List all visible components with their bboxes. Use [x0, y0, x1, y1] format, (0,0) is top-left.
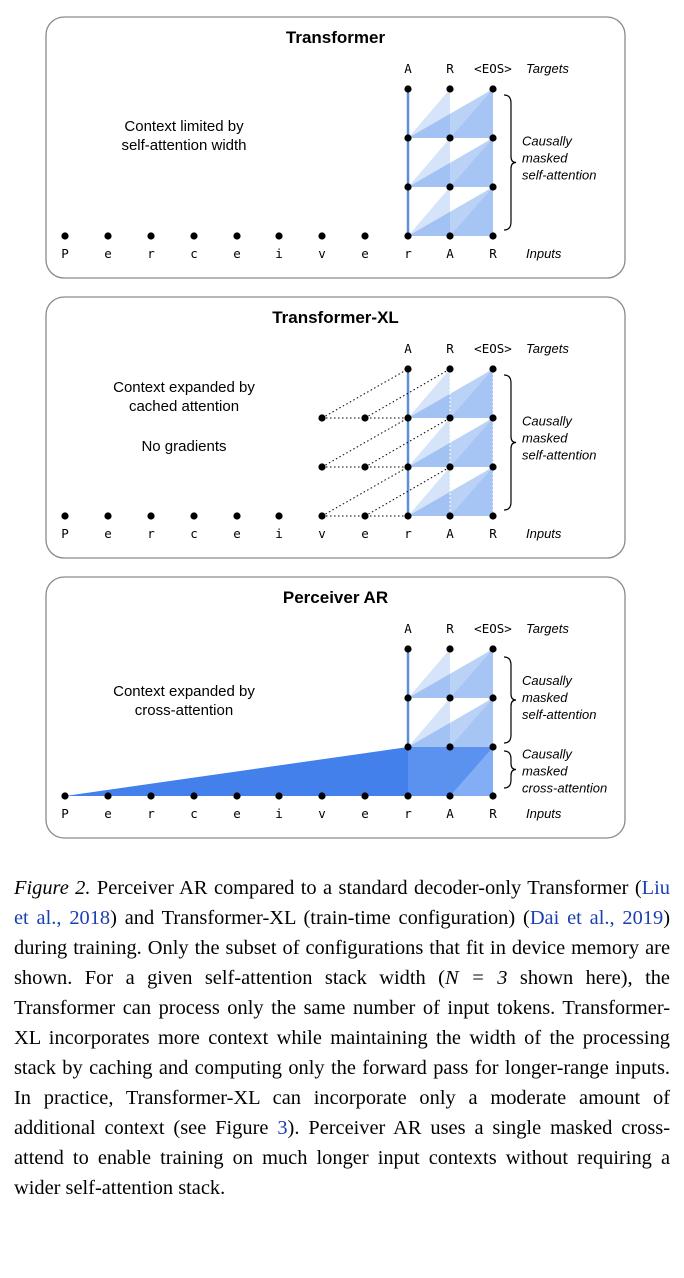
latent-node: [446, 365, 453, 372]
input-token-label: e: [233, 806, 241, 821]
input-token-label: e: [233, 526, 241, 541]
latent-node: [446, 134, 453, 141]
target-token-label: R: [446, 341, 454, 356]
latent-node: [446, 645, 453, 652]
input-token-label: r: [147, 526, 155, 541]
context-note: cached attention: [128, 398, 240, 415]
input-token-label: r: [404, 526, 412, 541]
latent-node: [446, 85, 453, 92]
target-token-label: A: [404, 61, 412, 76]
input-node: [489, 792, 496, 799]
latent-node: [489, 85, 496, 92]
latent-node: [404, 183, 411, 190]
latent-node: [489, 414, 496, 421]
input-token-label: e: [104, 806, 112, 821]
figure-caption: [14, 873, 670, 1203]
latent-node: [404, 134, 411, 141]
input-token-label: r: [404, 806, 412, 821]
input-token-label: R: [489, 246, 497, 261]
latent-node: [404, 85, 411, 92]
cached-node: [318, 463, 325, 470]
input-node: [190, 512, 197, 519]
input-node: [404, 792, 411, 799]
input-node: [275, 792, 282, 799]
input-token-label: P: [61, 806, 69, 821]
input-token-label: c: [190, 806, 198, 821]
input-node: [361, 232, 368, 239]
target-token-label: <EOS>: [474, 61, 512, 76]
panel-3: [46, 577, 625, 838]
context-note: Context expanded by: [113, 379, 255, 396]
target-token-label: R: [446, 61, 454, 76]
panel-title: Transformer-XL: [272, 308, 399, 327]
input-node: [361, 512, 368, 519]
target-token-label: <EOS>: [474, 341, 512, 356]
latent-node: [489, 134, 496, 141]
input-token-label: P: [61, 526, 69, 541]
input-token-label: A: [446, 526, 454, 541]
no-gradients-note: No gradients: [141, 438, 227, 455]
latent-node: [446, 183, 453, 190]
latent-node: [489, 463, 496, 470]
input-token-label: R: [489, 526, 497, 541]
inputs-label: Inputs: [526, 246, 562, 261]
input-node: [446, 792, 453, 799]
brace-label-self-attention: masked: [522, 430, 568, 446]
inputs-label: Inputs: [526, 526, 562, 541]
citation-dai[interactable]: Dai et al., 2019: [529, 907, 664, 929]
caption-text-4: shown here), the Transformer can process only the same number of input tokens. Transformer-XL incorporates more context while maintaining the width of the processing stack by caching and computing only the forward pass for longer-range inputs. In practice, Transformer-XL can incorporate only a moderate amount of additional context (see Figure: [14, 967, 670, 1139]
brace-label-self-attention: Causally: [522, 133, 572, 149]
input-node: [61, 512, 68, 519]
caption-math: N = 3: [444, 967, 508, 989]
input-token-label: v: [318, 246, 326, 261]
latent-node: [489, 183, 496, 190]
context-note: Context limited by: [124, 118, 244, 135]
panel-title: Perceiver AR: [282, 588, 389, 607]
latent-node: [446, 743, 453, 750]
input-node: [61, 232, 68, 239]
context-note: self-attention width: [121, 137, 247, 154]
brace-label-cross-attention: cross-attention: [522, 780, 608, 796]
caption-text-2: ) and Transformer-XL (train-time configuration) (: [110, 907, 530, 929]
latent-node: [489, 365, 496, 372]
input-node: [147, 232, 154, 239]
latent-node: [489, 645, 496, 652]
inputs-label: Inputs: [526, 806, 562, 821]
latent-node: [404, 463, 411, 470]
input-node: [404, 512, 411, 519]
context-note: cross-attention: [134, 702, 234, 719]
input-token-label: e: [104, 246, 112, 261]
input-node: [233, 232, 240, 239]
brace-label-self-attention: Causally: [522, 413, 572, 429]
input-token-label: r: [147, 246, 155, 261]
brace-label-self-attention: Causally: [522, 673, 572, 688]
input-node: [104, 512, 111, 519]
input-node: [104, 232, 111, 239]
input-node: [61, 792, 68, 799]
latent-node: [446, 414, 453, 421]
input-token-label: r: [404, 246, 412, 261]
latent-node: [404, 645, 411, 652]
latent-node: [404, 414, 411, 421]
input-token-label: c: [190, 526, 198, 541]
input-node: [104, 792, 111, 799]
target-token-label: <EOS>: [474, 621, 512, 636]
brace-label-cross-attention: masked: [522, 763, 568, 779]
input-token-label: c: [190, 246, 198, 261]
input-node: [275, 512, 282, 519]
input-node: [446, 232, 453, 239]
context-note: Context expanded by: [113, 683, 255, 700]
targets-label: Targets: [526, 621, 569, 636]
input-node: [489, 512, 496, 519]
brace-label-self-attention: self-attention: [522, 447, 597, 463]
cached-node: [318, 414, 325, 421]
latent-node: [404, 365, 411, 372]
latent-node: [489, 694, 496, 701]
target-token-label: R: [446, 621, 454, 636]
panel-2: [46, 297, 625, 558]
caption-label: Figure 2.: [14, 877, 91, 899]
cached-node: [361, 463, 368, 470]
panel-title: Transformer: [285, 28, 386, 47]
input-token-label: v: [318, 526, 326, 541]
input-token-label: r: [147, 806, 155, 821]
input-node: [446, 512, 453, 519]
input-node: [275, 232, 282, 239]
input-token-label: i: [275, 526, 283, 541]
brace-label-self-attention: masked: [522, 690, 568, 705]
input-token-label: A: [446, 806, 454, 821]
input-node: [318, 232, 325, 239]
input-node: [489, 232, 496, 239]
input-token-label: P: [61, 246, 69, 261]
citation-figure-3[interactable]: 3: [277, 1117, 288, 1139]
caption-text-5: ). Perceiver AR uses a single masked cross-attend to enable training on much longer input contexts without requiring a wider self-attention stack.: [14, 1117, 670, 1199]
latent-node: [404, 743, 411, 750]
input-node: [404, 232, 411, 239]
input-token-label: R: [489, 806, 497, 821]
input-node: [318, 792, 325, 799]
target-token-label: A: [404, 621, 412, 636]
input-token-label: e: [233, 246, 241, 261]
caption-text-1: Perceiver AR compared to a standard decoder-only Transformer (: [90, 877, 642, 899]
targets-label: Targets: [526, 61, 569, 76]
target-token-label: A: [404, 341, 412, 356]
input-token-label: v: [318, 806, 326, 821]
cached-node: [361, 414, 368, 421]
targets-label: Targets: [526, 341, 569, 356]
latent-node: [489, 743, 496, 750]
input-token-label: i: [275, 246, 283, 261]
input-token-label: e: [361, 526, 369, 541]
latent-node: [446, 463, 453, 470]
input-token-label: i: [275, 806, 283, 821]
input-node: [190, 792, 197, 799]
input-node: [147, 792, 154, 799]
input-node: [147, 512, 154, 519]
input-node: [233, 792, 240, 799]
input-token-label: e: [361, 246, 369, 261]
input-node: [190, 232, 197, 239]
input-token-label: e: [104, 526, 112, 541]
input-token-label: e: [361, 806, 369, 821]
latent-node: [446, 694, 453, 701]
input-token-label: A: [446, 246, 454, 261]
input-node: [361, 792, 368, 799]
brace-label-self-attention: self-attention: [522, 707, 597, 722]
brace-label-self-attention: self-attention: [522, 167, 597, 183]
panel-1: [46, 17, 625, 278]
caption-text-3: ) during training. Only the subset of configurations that fit in device memory are shown. For a given self-attention stack width (: [14, 907, 670, 989]
latent-node: [404, 694, 411, 701]
brace-label-cross-attention: Causally: [522, 746, 572, 762]
brace-label-self-attention: masked: [522, 150, 568, 166]
citation-liu[interactable]: Liu et al., 2018: [14, 877, 670, 929]
input-node: [318, 512, 325, 519]
input-node: [233, 512, 240, 519]
